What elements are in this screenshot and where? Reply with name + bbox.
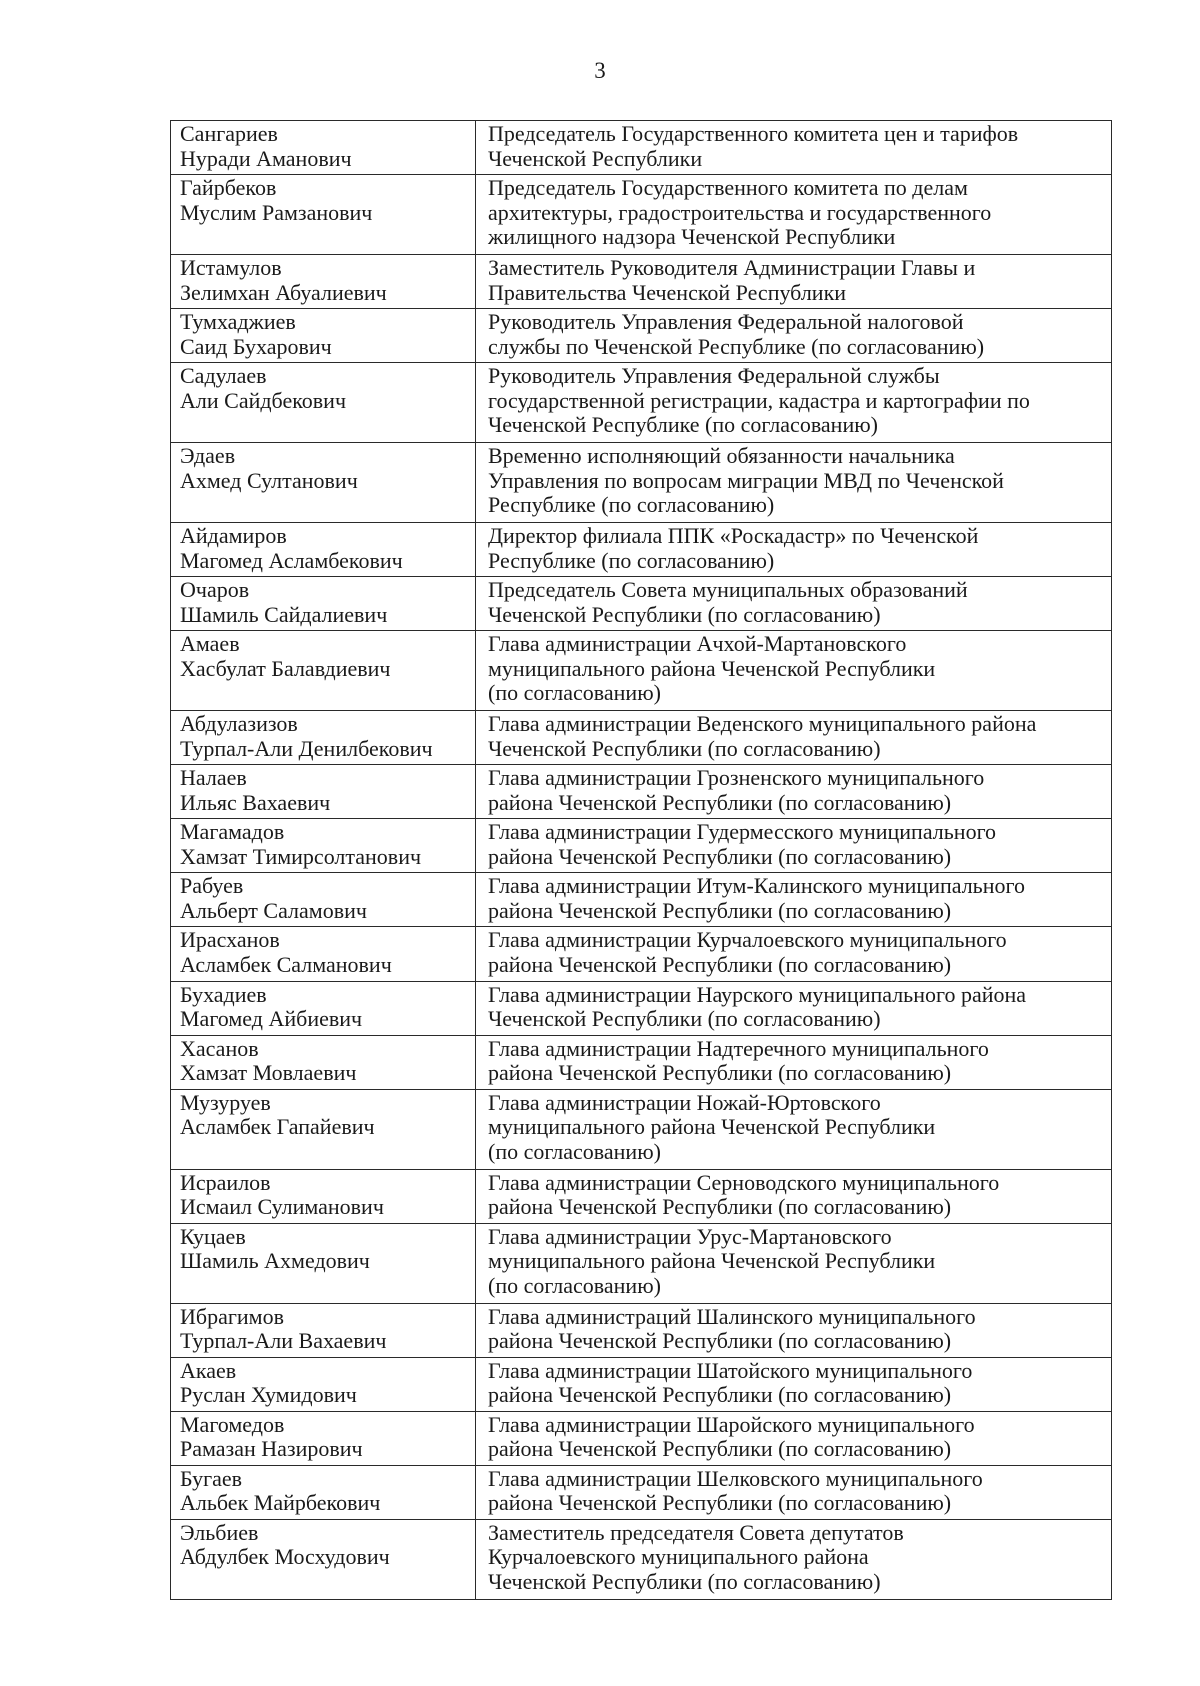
member-name-cell: [171, 121, 476, 175]
member-given-names: Магомед Асламбекович: [180, 547, 403, 573]
member-position-line: Курчалоевского муниципального района: [488, 1544, 869, 1570]
member-name-cell: [171, 309, 476, 363]
member-position-line: Глава администрации Курчалоевского муниципального: [488, 927, 1007, 953]
member-position-line: Заместитель Руководителя Администрации Главы и: [488, 255, 976, 281]
member-position-line: государственной регистрации, кадастра и картографии по: [488, 387, 1030, 413]
member-surname: Музуруев: [180, 1089, 271, 1115]
member-position-line: района Чеченской Республики (по согласованию): [488, 1194, 952, 1220]
member-position-line: Глава администрации Надтеречного муниципального: [488, 1035, 989, 1061]
member-name-cell: [171, 523, 476, 577]
table-row: [171, 1357, 1112, 1411]
member-position-line: Глава администрации Шатойского муниципального: [488, 1357, 973, 1383]
table-row: [171, 255, 1112, 309]
member-name-cell: [171, 363, 476, 443]
member-position-line: муниципального района Чеченской Республики: [488, 1248, 936, 1274]
member-name-cell: [171, 873, 476, 927]
member-position-line: района Чеченской Республики (по согласованию): [488, 897, 952, 923]
member-position-cell: [476, 1519, 1112, 1599]
table-row: [171, 631, 1112, 711]
member-position-line: Глава администрации Ножай-Юртовского: [488, 1089, 881, 1115]
table-row: [171, 981, 1112, 1035]
member-position-line: Глава администрации Шаройского муниципального: [488, 1411, 975, 1437]
member-position-line: района Чеченской Республики (по согласованию): [488, 1382, 952, 1408]
member-name-cell: [171, 819, 476, 873]
member-position-line: Глава администрации Веденского муниципального района: [488, 711, 1037, 737]
member-position-line: Глава администрации Грозненского муниципального: [488, 765, 985, 791]
member-name-cell: [171, 1465, 476, 1519]
member-position-line: (по согласованию): [488, 680, 661, 706]
member-given-names: Али Сайдбекович: [180, 387, 347, 413]
member-name-cell: [171, 1169, 476, 1223]
member-position-line: жилищного надзора Чеченской Республики: [488, 224, 896, 250]
member-given-names: Исмаил Сулиманович: [180, 1194, 384, 1220]
member-surname: Садулаев: [180, 363, 267, 389]
members-table-container: [170, 120, 1111, 1600]
member-position-line: Чеченской Республики (по согласованию): [488, 1568, 881, 1594]
table-row: [171, 711, 1112, 765]
member-surname: Куцаев: [180, 1223, 246, 1249]
member-position-line: Глава администрации Итум-Калинского муниципального: [488, 873, 1025, 899]
member-position-cell: [476, 1169, 1112, 1223]
table-row: [171, 1519, 1112, 1599]
member-surname: Ирасханов: [180, 927, 280, 953]
member-surname: Исраилов: [180, 1169, 271, 1195]
member-surname: Рабуев: [180, 873, 244, 899]
member-given-names: Турпал-Али Денилбекович: [180, 735, 433, 761]
member-position-cell: [476, 1035, 1112, 1089]
member-surname: Абдулазизов: [180, 711, 298, 737]
member-surname: Магамадов: [180, 819, 285, 845]
table-row: [171, 927, 1112, 981]
member-position-cell: [476, 363, 1112, 443]
member-name-cell: [171, 577, 476, 631]
table-row: [171, 1303, 1112, 1357]
member-position-line: Чеченской Республики (по согласованию): [488, 1006, 881, 1032]
member-name-cell: [171, 443, 476, 523]
member-position-cell: [476, 981, 1112, 1035]
member-position-line: Директор филиала ППК «Роскадастр» по Чеченской: [488, 523, 979, 549]
member-position-cell: [476, 631, 1112, 711]
member-surname: Акаев: [180, 1357, 237, 1383]
member-position-cell: [476, 1411, 1112, 1465]
member-given-names: Абдулбек Мосхудович: [180, 1544, 390, 1570]
table-row: [171, 577, 1112, 631]
member-given-names: Альбек Майрбекович: [180, 1490, 381, 1516]
member-position-line: Глава администрации Гудермесского муниципального: [488, 819, 997, 845]
member-position-line: Правительства Чеченской Республики: [488, 279, 847, 305]
member-position-cell: [476, 1223, 1112, 1303]
page-number: 3: [594, 58, 606, 83]
member-position-line: района Чеченской Республики (по согласованию): [488, 1490, 952, 1516]
member-given-names: Ахмед Султанович: [180, 467, 358, 493]
member-position-line: службы по Чеченской Республике (по согласованию): [488, 333, 985, 359]
member-given-names: Зелимхан Абуалиевич: [180, 279, 387, 305]
member-given-names: Магомед Айбиевич: [180, 1006, 363, 1032]
member-position-line: Глава администрации Серноводского муниципального: [488, 1169, 1000, 1195]
member-position-line: Глава администраций Шалинского муниципального: [488, 1303, 976, 1329]
member-position-cell: [476, 1089, 1112, 1169]
member-given-names: Руслан Хумидович: [180, 1382, 357, 1408]
table-row: [171, 1223, 1112, 1303]
member-position-line: Глава администрации Наурского муниципального района: [488, 981, 1027, 1007]
table-row: [171, 819, 1112, 873]
member-position-cell: [476, 873, 1112, 927]
member-name-cell: [171, 765, 476, 819]
member-given-names: Асламбек Гапайевич: [180, 1114, 375, 1140]
member-position-cell: [476, 1465, 1112, 1519]
member-given-names: Шамиль Ахмедович: [180, 1248, 370, 1274]
member-given-names: Шамиль Сайдалиевич: [180, 601, 388, 627]
member-name-cell: [171, 1035, 476, 1089]
member-position-line: района Чеченской Республики (по согласованию): [488, 843, 952, 869]
member-position-line: Республике (по согласованию): [488, 492, 775, 518]
member-given-names: Хамзат Тимирсолтанович: [180, 843, 422, 869]
member-given-names: Ильяс Вахаевич: [180, 789, 331, 815]
member-surname: Эльбиев: [180, 1519, 259, 1545]
members-table: [170, 120, 1112, 1600]
member-surname: Айдамиров: [180, 523, 287, 549]
member-surname: Тумхаджиев: [180, 309, 296, 335]
member-given-names: Асламбек Салманович: [180, 951, 392, 977]
member-position-line: района Чеченской Республики (по согласованию): [488, 951, 952, 977]
member-position-line: архитектуры, градостроительства и государственного: [488, 199, 992, 225]
member-position-line: муниципального района Чеченской Республики: [488, 655, 936, 681]
member-name-cell: [171, 927, 476, 981]
table-row: [171, 121, 1112, 175]
member-position-line: Чеченской Республики: [488, 145, 703, 171]
member-position-line: Заместитель председателя Совета депутатов: [488, 1519, 904, 1545]
member-position-cell: [476, 309, 1112, 363]
table-row: [171, 1411, 1112, 1465]
member-surname: Истамулов: [180, 255, 282, 281]
table-row: [171, 765, 1112, 819]
member-name-cell: [171, 631, 476, 711]
member-surname: Бугаев: [180, 1465, 243, 1491]
member-position-line: Чеченской Республики (по согласованию): [488, 735, 881, 761]
member-position-line: Чеченской Республики (по согласованию): [488, 601, 881, 627]
member-position-cell: [476, 175, 1112, 255]
member-name-cell: [171, 255, 476, 309]
member-name-cell: [171, 1303, 476, 1357]
member-position-line: Руководитель Управления Федеральной налоговой: [488, 309, 964, 335]
member-given-names: Муслим Рамзанович: [180, 199, 373, 225]
member-position-line: (по согласованию): [488, 1272, 661, 1298]
member-position-line: (по согласованию): [488, 1138, 661, 1164]
table-row: [171, 873, 1112, 927]
table-row: [171, 309, 1112, 363]
member-position-cell: [476, 819, 1112, 873]
table-row: [171, 1465, 1112, 1519]
member-position-line: Глава администрации Шелковского муниципального: [488, 1465, 983, 1491]
member-position-line: района Чеченской Республики (по согласованию): [488, 789, 952, 815]
member-position-cell: [476, 1303, 1112, 1357]
member-surname: Амаев: [180, 631, 240, 657]
member-position-line: района Чеченской Республики (по согласованию): [488, 1328, 952, 1354]
member-position-line: Председатель Государственного комитета цен и тарифов: [488, 121, 1019, 146]
member-position-cell: [476, 255, 1112, 309]
member-given-names: Турпал-Али Вахаевич: [180, 1328, 387, 1354]
member-position-cell: [476, 1357, 1112, 1411]
member-position-cell: [476, 711, 1112, 765]
member-name-cell: [171, 1519, 476, 1599]
member-name-cell: [171, 1357, 476, 1411]
member-surname: Эдаев: [180, 443, 236, 469]
member-position-line: района Чеченской Республики (по согласованию): [488, 1436, 952, 1462]
member-given-names: Нуради Аманович: [180, 145, 352, 171]
table-row: [171, 1169, 1112, 1223]
member-position-line: Председатель Государственного комитета по делам: [488, 175, 968, 201]
member-position-line: Управления по вопросам миграции МВД по Чеченской: [488, 467, 1004, 493]
table-row: [171, 363, 1112, 443]
member-surname: Очаров: [180, 577, 250, 603]
member-name-cell: [171, 1223, 476, 1303]
member-surname: Магомедов: [180, 1411, 285, 1437]
table-row: [171, 523, 1112, 577]
member-position-line: Чеченской Республике (по согласованию): [488, 412, 878, 438]
member-position-cell: [476, 765, 1112, 819]
member-position-line: Руководитель Управления Федеральной службы: [488, 363, 940, 389]
member-position-cell: [476, 927, 1112, 981]
table-row: [171, 175, 1112, 255]
member-position-cell: [476, 443, 1112, 523]
member-position-line: Глава администрации Ачхой-Мартановского: [488, 631, 907, 657]
member-position-cell: [476, 523, 1112, 577]
member-surname: Бухадиев: [180, 981, 267, 1007]
member-surname: Налаев: [180, 765, 247, 791]
member-surname: Хасанов: [180, 1035, 259, 1061]
member-position-line: Республике (по согласованию): [488, 547, 775, 573]
member-position-line: Временно исполняющий обязанности начальника: [488, 443, 955, 469]
member-name-cell: [171, 175, 476, 255]
member-name-cell: [171, 711, 476, 765]
members-table-body: [171, 121, 1112, 1600]
member-surname: Сангариев: [180, 121, 278, 146]
member-position-line: Глава администрации Урус-Мартановского: [488, 1223, 892, 1249]
member-name-cell: [171, 981, 476, 1035]
member-position-line: муниципального района Чеченской Республики: [488, 1114, 936, 1140]
member-position-cell: [476, 577, 1112, 631]
member-given-names: Хамзат Мовлаевич: [180, 1060, 357, 1086]
member-given-names: Хасбулат Балавдиевич: [180, 655, 391, 681]
table-row: [171, 1089, 1112, 1169]
member-name-cell: [171, 1089, 476, 1169]
member-surname: Гайрбеков: [180, 175, 277, 201]
member-position-line: района Чеченской Республики (по согласованию): [488, 1060, 952, 1086]
member-given-names: Альберт Саламович: [180, 897, 367, 923]
member-given-names: Саид Бухарович: [180, 333, 332, 359]
table-row: [171, 443, 1112, 523]
member-name-cell: [171, 1411, 476, 1465]
table-row: [171, 1035, 1112, 1089]
member-surname: Ибрагимов: [180, 1303, 284, 1329]
member-given-names: Рамазан Назирович: [180, 1436, 363, 1462]
member-position-line: Председатель Совета муниципальных образований: [488, 577, 968, 603]
member-position-cell: [476, 121, 1112, 175]
